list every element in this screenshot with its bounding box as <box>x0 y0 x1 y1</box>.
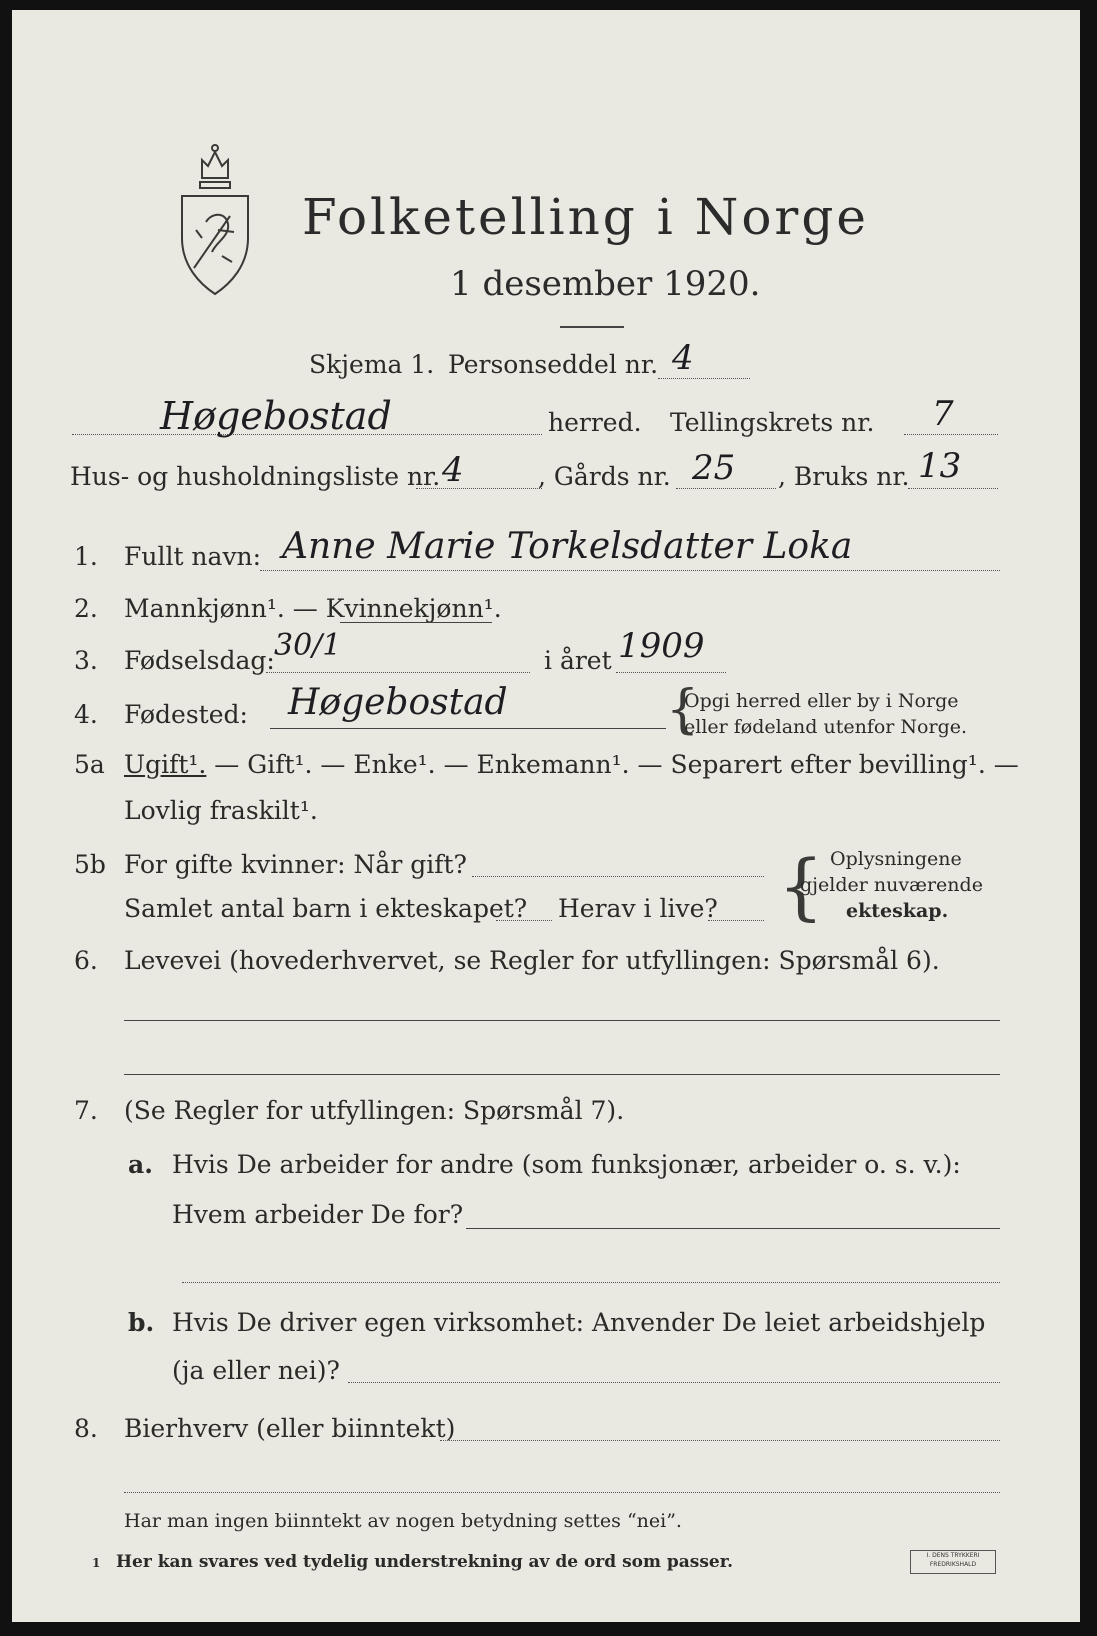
q2-kvinnekjonn-underline <box>340 622 492 623</box>
q6-text: Levevei (hovederhvervet, se Regler for utfyllingen: Spørsmål 6). <box>124 946 940 975</box>
q5b-line2b: Herav i live? <box>558 894 718 923</box>
q4-note-line2: eller fødeland utenfor Norge. <box>684 716 968 738</box>
q3-label: Fødselsdag: <box>124 646 275 675</box>
schema-label: Skjema 1. <box>309 350 435 379</box>
form-title: Folketelling i Norge <box>302 188 869 246</box>
q4-note-line1: Opgi herred eller by i Norge <box>684 690 959 712</box>
q5b-when-married-field-line <box>472 876 764 877</box>
q4-brace: { <box>666 680 700 740</box>
q5b-line1: For gifte kvinner: Når gift? <box>124 850 467 879</box>
q3-birthday-value[interactable]: 30/1 <box>274 628 342 663</box>
husholdningsliste-field-line <box>416 488 542 489</box>
bruks-label: , Bruks nr. <box>778 462 910 491</box>
q6-answer-line-1[interactable] <box>124 1020 1000 1021</box>
tellingskrets-field-line <box>904 434 998 435</box>
husholdningsliste-value[interactable]: 4 <box>442 450 464 490</box>
footnote-number: 1 <box>92 1556 101 1570</box>
q5a-line2: Lovlig fraskilt¹. <box>124 796 318 825</box>
q7a-employer-field-line[interactable] <box>466 1228 1000 1229</box>
footnote-text: Her kan svares ved tydelig understrekning av de ord som passer. <box>116 1552 734 1572</box>
q5a-other-options: — Gift¹. — Enke¹. — Enkemann¹. — Separert efter bevilling¹. — <box>206 750 1019 779</box>
gards-value[interactable]: 25 <box>692 448 736 488</box>
q6-answer-line-2[interactable] <box>124 1074 1000 1075</box>
q5b-children-field-line <box>496 920 552 921</box>
q5b-note-line3: ekteskap. <box>846 900 949 922</box>
q6-number: 6. <box>74 946 98 975</box>
q7b-line2: (ja eller nei)? <box>172 1356 340 1385</box>
q7a-extra-field-line[interactable] <box>182 1282 1000 1283</box>
herred-value[interactable]: Høgebostad <box>160 394 392 438</box>
q1-field-line <box>260 570 1000 571</box>
printer-stamp <box>910 1550 996 1574</box>
husholdningsliste-label: Hus- og husholdningsliste nr. <box>70 462 441 491</box>
form-subtitle: 1 desember 1920. <box>450 264 761 304</box>
q5b-note-line1: Oplysningene <box>830 848 962 870</box>
q3-year-label: i året <box>544 646 612 675</box>
personseddel-value[interactable]: 4 <box>672 338 694 378</box>
q8-text: Bierhverv (eller biinntekt) <box>124 1414 456 1443</box>
q5b-alive-field-line <box>708 920 764 921</box>
coat-of-arms-icon <box>172 138 258 298</box>
herred-label: herred. <box>548 408 642 437</box>
bruks-value[interactable]: 13 <box>918 446 962 486</box>
census-form-page <box>12 10 1080 1622</box>
q1-label: Fullt navn: <box>124 542 262 571</box>
q4-birthplace-value[interactable]: Høgebostad <box>288 682 508 723</box>
q7b-label: b. <box>128 1308 155 1337</box>
bruks-field-line <box>908 488 998 489</box>
q7a-line1: Hvis De arbeider for andre (som funksjonær, arbeider o. s. v.): <box>172 1150 961 1179</box>
q4-label: Fødested: <box>124 700 248 729</box>
q5a-marital-options <box>124 750 1019 779</box>
q5b-brace: { <box>778 844 824 928</box>
q7-text: (Se Regler for utfyllingen: Spørsmål 7). <box>124 1096 625 1125</box>
title-divider <box>560 326 624 328</box>
q8-field-line[interactable] <box>440 1440 1000 1441</box>
printer-stamp-line2: FREDRIKSHALD <box>929 1561 977 1568</box>
q3-day-field-line <box>266 672 530 673</box>
tellingskrets-label: Tellingskrets nr. <box>670 408 875 437</box>
q2-number: 2. <box>74 594 98 623</box>
q5b-note-line2: gjelder nuværende <box>800 874 983 896</box>
personseddel-field-line <box>658 378 750 379</box>
q5b-line2: Samlet antal barn i ekteskapet? <box>124 894 528 923</box>
tellingskrets-value[interactable]: 7 <box>932 394 954 434</box>
q3-year-field-line <box>616 672 726 673</box>
q8-extra-field-line[interactable] <box>124 1492 1000 1493</box>
q4-number: 4. <box>74 700 98 729</box>
q7-number: 7. <box>74 1096 98 1125</box>
gards-label: , Gårds nr. <box>538 462 671 491</box>
q5a-ugift-underlined: Ugift¹. <box>124 750 207 779</box>
personseddel-label: Personseddel nr. <box>448 350 659 379</box>
q3-year-value[interactable]: 1909 <box>618 626 705 666</box>
q2-gender-options: Mannkjønn¹. — Kvinnekjønn¹. <box>124 594 502 623</box>
gards-field-line <box>676 488 776 489</box>
q1-full-name-value[interactable]: Anne Marie Torkelsdatter Loka <box>282 526 853 567</box>
q7b-line1: Hvis De driver egen virksomhet: Anvender De leiet arbeidshjelp <box>172 1308 986 1337</box>
q7b-field-line[interactable] <box>348 1382 1000 1383</box>
q4-field-line <box>270 728 666 729</box>
q7a-label: a. <box>128 1150 153 1179</box>
q5b-number: 5b <box>74 850 106 879</box>
q7a-line2: Hvem arbeider De for? <box>172 1200 464 1229</box>
q1-number: 1. <box>74 542 98 571</box>
printer-stamp-line1: I. DENS TRYKKERI <box>926 1552 980 1559</box>
q5a-number: 5a <box>74 750 105 779</box>
q8-number: 8. <box>74 1414 98 1443</box>
q3-number: 3. <box>74 646 98 675</box>
biinntekt-note: Har man ingen biinntekt av nogen betydning settes “nei”. <box>124 1510 682 1532</box>
